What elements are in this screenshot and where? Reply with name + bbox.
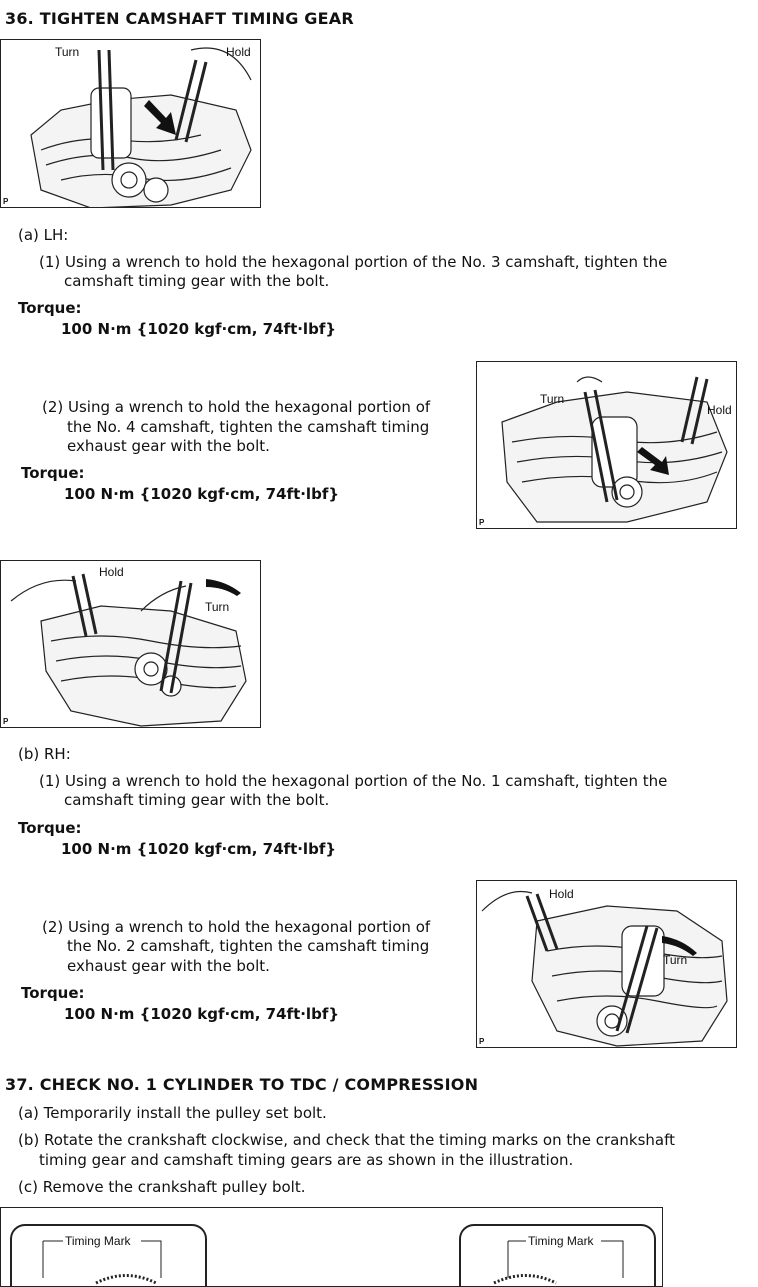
step-b-rh: (b) RH: <box>18 745 71 763</box>
engine-illustration-2 <box>477 362 737 529</box>
timing-mark-label-right: Timing Mark <box>528 1234 594 1248</box>
step-a-lh: (a) LH: <box>18 226 69 244</box>
step-b2-line1: (2) Using a wrench to hold the hexagonal portion of <box>42 918 431 936</box>
step-37b-line2: timing gear and camshaft timing gears are as shown in the illustration. <box>39 1151 574 1169</box>
figure-rh-no1-camshaft <box>0 560 261 728</box>
turn-label: Turn <box>540 392 565 406</box>
step-b1-line1: (1) Using a wrench to hold the hexagonal portion of the No. 1 camshaft, tighten the <box>39 772 668 790</box>
torque-value: 100 N·m {1020 kgf·cm, 74ft·lbf} <box>64 1005 340 1023</box>
figure-code: P <box>479 1037 485 1046</box>
step-37a: (a) Temporarily install the pulley set bolt. <box>18 1104 327 1122</box>
engine-illustration-4 <box>477 881 737 1048</box>
torque-value: 100 N·m {1020 kgf·cm, 74ft·lbf} <box>61 840 337 858</box>
figure-code: P <box>3 197 9 206</box>
figure-lh-no3-camshaft <box>0 39 261 208</box>
step-b1-line2: camshaft timing gear with the bolt. <box>64 791 330 809</box>
hold-label: Hold <box>226 45 251 59</box>
step-a2-line2: the No. 4 camshaft, tighten the camshaft timing <box>67 418 430 436</box>
figure-timing-marks <box>0 1207 663 1287</box>
turn-label: Turn <box>663 953 688 967</box>
section-37-title: 37. CHECK NO. 1 CYLINDER TO TDC / COMPRESSION <box>5 1075 479 1094</box>
hold-label: Hold <box>549 887 574 901</box>
turn-label: Turn <box>55 45 80 59</box>
torque-label: Torque: <box>18 819 82 837</box>
torque-label: Torque: <box>21 984 85 1002</box>
figure-lh-no4-camshaft <box>476 361 737 529</box>
turn-label: Turn <box>205 600 230 614</box>
step-37c: (c) Remove the crankshaft pulley bolt. <box>18 1178 306 1196</box>
figure-code: P <box>3 717 9 726</box>
figure-rh-no2-camshaft <box>476 880 737 1048</box>
step-a2-line3: exhaust gear with the bolt. <box>67 437 270 455</box>
step-a1-line1: (1) Using a wrench to hold the hexagonal portion of the No. 3 camshaft, tighten the <box>39 253 668 271</box>
step-37b-line1: (b) Rotate the crankshaft clockwise, and check that the timing marks on the crankshaft <box>18 1131 675 1149</box>
torque-value: 100 N·m {1020 kgf·cm, 74ft·lbf} <box>61 320 337 338</box>
figure-code: P <box>479 518 485 527</box>
engine-illustration-3 <box>1 561 261 728</box>
hold-label: Hold <box>99 565 124 579</box>
step-b2-line2: the No. 2 camshaft, tighten the camshaft timing <box>67 937 430 955</box>
timing-mark-label-left: Timing Mark <box>65 1234 131 1248</box>
torque-value: 100 N·m {1020 kgf·cm, 74ft·lbf} <box>64 485 340 503</box>
hold-label: Hold <box>707 403 732 417</box>
step-a2-line1: (2) Using a wrench to hold the hexagonal portion of <box>42 398 431 416</box>
section-36-title: 36. TIGHTEN CAMSHAFT TIMING GEAR <box>5 9 354 28</box>
step-b2-line3: exhaust gear with the bolt. <box>67 957 270 975</box>
torque-label: Torque: <box>21 464 85 482</box>
torque-label: Torque: <box>18 299 82 317</box>
engine-illustration-1 <box>1 40 261 208</box>
step-a1-line2: camshaft timing gear with the bolt. <box>64 272 330 290</box>
